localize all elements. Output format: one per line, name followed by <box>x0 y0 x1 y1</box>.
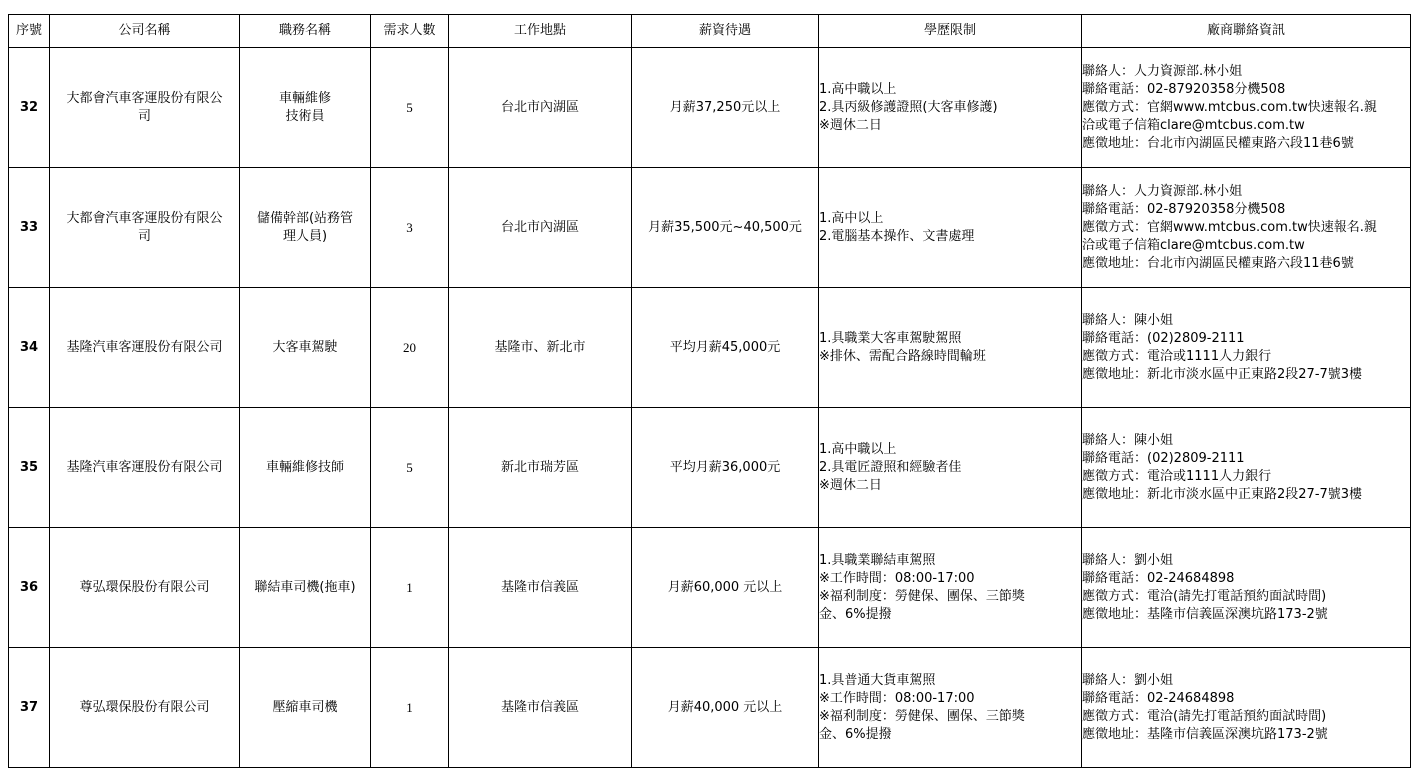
requirement-line: 金、6%提撥 <box>819 606 892 622</box>
requirement-line: 1.具職業聯結車駕照 <box>819 552 936 568</box>
contact-line: 應徵地址：基隆市信義區深澳坑路173-2號 <box>1082 726 1328 742</box>
row-salary: 平均月薪36,000元 <box>632 408 819 528</box>
contact-line: 聯絡電話：(02)2809-2111 <box>1082 330 1245 346</box>
row-job-title <box>240 408 371 528</box>
requirement-line: 2.具電匠證照和經驗者佳 <box>819 459 962 475</box>
header-requirements: 學歷限制 <box>819 15 1082 48</box>
row-salary: 月薪40,000 元以上 <box>632 648 819 768</box>
contact-line: 應徵地址：新北市淡水區中正東路2段27-7號3樓 <box>1082 366 1363 382</box>
contact-line: 應徵方式：電洽(請先打電話預約面試時間) <box>1082 708 1327 724</box>
table-row <box>9 168 1411 288</box>
contact-line: 聯絡人：人力資源部.林小姐 <box>1082 183 1243 199</box>
row-seq: 34 <box>9 288 50 408</box>
row-location: 基隆市、新北市 <box>449 288 632 408</box>
requirement-line: 1.高中職以上 <box>819 441 897 457</box>
row-headcount: 3 <box>371 168 449 288</box>
table-row <box>9 648 1411 768</box>
contact-line: 聯絡人：人力資源部.林小姐 <box>1082 63 1243 79</box>
row-requirements <box>819 528 1082 648</box>
row-requirements <box>819 408 1082 528</box>
row-company <box>50 48 240 168</box>
contact-line: 聯絡人：陳小姐 <box>1082 312 1174 328</box>
company-line: 司 <box>137 228 151 244</box>
row-location: 基隆市信義區 <box>449 648 632 768</box>
company-line: 尊弘環保股份有限公司 <box>79 699 210 715</box>
contact-line: 應徵方式：電洽(請先打電話預約面試時間) <box>1082 588 1327 604</box>
company-line: 大都會汽車客運股份有限公 <box>66 90 223 106</box>
row-seq: 35 <box>9 408 50 528</box>
job-title-line: 車輛維修 <box>278 90 331 106</box>
contact-line: 聯絡電話：02-24684898 <box>1082 690 1235 706</box>
row-company <box>50 288 240 408</box>
row-headcount: 20 <box>371 288 449 408</box>
company-line: 基隆汽車客運股份有限公司 <box>66 339 223 355</box>
requirement-line: 1.具職業大客車駕駛駕照 <box>819 330 962 346</box>
company-line: 大都會汽車客運股份有限公 <box>66 210 223 226</box>
requirement-line: ※福利制度：勞健保、團保、三節獎 <box>819 708 1025 724</box>
job-title-line: 車輛維修技師 <box>265 459 344 475</box>
row-company <box>50 648 240 768</box>
requirement-line: ※工作時間：08:00-17:00 <box>819 690 975 706</box>
row-salary: 月薪35,500元~40,500元 <box>632 168 819 288</box>
row-headcount: 1 <box>371 648 449 768</box>
row-requirements <box>819 168 1082 288</box>
contact-line: 洽或電子信箱clare@mtcbus.com.tw <box>1082 237 1305 253</box>
row-location: 新北市瑞芳區 <box>449 408 632 528</box>
job-title-line: 聯結車司機(拖車) <box>254 579 356 595</box>
company-line: 基隆汽車客運股份有限公司 <box>66 459 223 475</box>
row-salary: 月薪60,000 元以上 <box>632 528 819 648</box>
row-seq: 36 <box>9 528 50 648</box>
requirement-line: 1.具普通大貨車駕照 <box>819 672 936 688</box>
company-line: 司 <box>137 108 151 124</box>
contact-line: 應徵地址：台北市內湖區民權東路六段11巷6號 <box>1082 255 1354 271</box>
job-title-line: 理人員) <box>282 228 328 244</box>
row-contact <box>1082 48 1411 168</box>
table-header-row <box>9 15 1411 48</box>
header-seq: 序號 <box>9 15 50 48</box>
contact-line: 聯絡電話：(02)2809-2111 <box>1082 450 1245 466</box>
job-title-line: 技術員 <box>285 108 325 124</box>
row-seq: 33 <box>9 168 50 288</box>
row-company <box>50 528 240 648</box>
job-title-line: 儲備幹部(站務管 <box>256 210 354 226</box>
row-job-title <box>240 288 371 408</box>
contact-line: 應徵方式：電洽或1111人力銀行 <box>1082 348 1272 364</box>
contact-line: 應徵地址：基隆市信義區深澳坑路173-2號 <box>1082 606 1328 622</box>
row-headcount: 5 <box>371 408 449 528</box>
requirement-line: ※工作時間：08:00-17:00 <box>819 570 975 586</box>
row-job-title <box>240 528 371 648</box>
contact-line: 洽或電子信箱clare@mtcbus.com.tw <box>1082 117 1305 133</box>
row-location: 台北市內湖區 <box>449 168 632 288</box>
requirement-line: 2.電腦基本操作、文書處理 <box>819 228 975 244</box>
row-contact <box>1082 528 1411 648</box>
row-contact <box>1082 168 1411 288</box>
requirement-line: ※週休二日 <box>819 117 882 133</box>
contact-line: 應徵方式：電洽或1111人力銀行 <box>1082 468 1272 484</box>
header-salary: 薪資待遇 <box>632 15 819 48</box>
contact-line: 聯絡人：陳小姐 <box>1082 432 1174 448</box>
row-company <box>50 408 240 528</box>
table-row <box>9 528 1411 648</box>
job-title-line: 大客車駕駛 <box>272 339 338 355</box>
header-company: 公司名稱 <box>50 15 240 48</box>
row-contact <box>1082 288 1411 408</box>
table-row <box>9 48 1411 168</box>
row-salary: 平均月薪45,000元 <box>632 288 819 408</box>
row-location: 台北市內湖區 <box>449 48 632 168</box>
row-requirements <box>819 288 1082 408</box>
table-row <box>9 288 1411 408</box>
row-location: 基隆市信義區 <box>449 528 632 648</box>
table-row <box>9 408 1411 528</box>
job-title-line: 壓縮車司機 <box>272 699 338 715</box>
row-job-title <box>240 648 371 768</box>
job-listing-table <box>8 14 1411 768</box>
company-line: 尊弘環保股份有限公司 <box>79 579 210 595</box>
contact-line: 應徵地址：台北市內湖區民權東路六段11巷6號 <box>1082 135 1354 151</box>
row-headcount: 1 <box>371 528 449 648</box>
row-salary: 月薪37,250元以上 <box>632 48 819 168</box>
header-headcount: 需求人數 <box>371 15 449 48</box>
requirement-line: 1.高中職以上 <box>819 81 897 97</box>
requirement-line: ※福利制度：勞健保、團保、三節獎 <box>819 588 1025 604</box>
requirement-line: ※排休、需配合路線時間輪班 <box>819 348 986 364</box>
row-headcount: 5 <box>371 48 449 168</box>
contact-line: 應徵方式：官網www.mtcbus.com.tw快速報名.親 <box>1082 219 1377 235</box>
row-requirements <box>819 648 1082 768</box>
contact-line: 聯絡電話：02-87920358分機508 <box>1082 81 1286 97</box>
row-company <box>50 168 240 288</box>
contact-line: 應徵地址：新北市淡水區中正東路2段27-7號3樓 <box>1082 486 1363 502</box>
row-seq: 37 <box>9 648 50 768</box>
requirement-line: 2.具丙級修護證照(大客車修護) <box>819 99 998 115</box>
row-job-title <box>240 168 371 288</box>
requirement-line: 金、6%提撥 <box>819 726 892 742</box>
contact-line: 聯絡人：劉小姐 <box>1082 672 1174 688</box>
row-requirements <box>819 48 1082 168</box>
header-contact: 廠商聯絡資訊 <box>1082 15 1411 48</box>
contact-line: 聯絡電話：02-24684898 <box>1082 570 1235 586</box>
row-contact <box>1082 648 1411 768</box>
requirement-line: 1.高中以上 <box>819 210 884 226</box>
contact-line: 聯絡人：劉小姐 <box>1082 552 1174 568</box>
header-job-title: 職務名稱 <box>240 15 371 48</box>
row-job-title <box>240 48 371 168</box>
row-contact <box>1082 408 1411 528</box>
header-location: 工作地點 <box>449 15 632 48</box>
row-seq: 32 <box>9 48 50 168</box>
contact-line: 應徵方式：官網www.mtcbus.com.tw快速報名.親 <box>1082 99 1377 115</box>
requirement-line: ※週休二日 <box>819 477 882 493</box>
contact-line: 聯絡電話：02-87920358分機508 <box>1082 201 1286 217</box>
